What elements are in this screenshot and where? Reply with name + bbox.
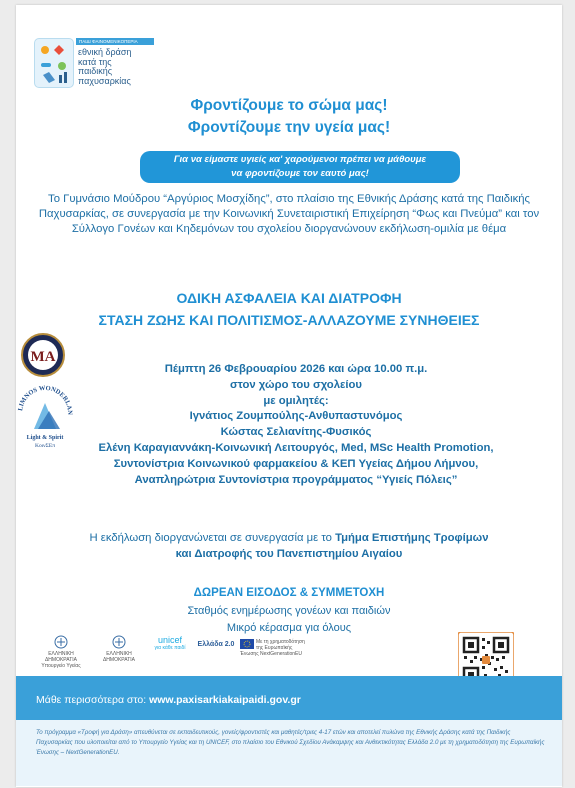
partner-unicef [148,635,192,651]
footer-band [16,676,562,720]
learn-more-label: Μάθε περισσότερα στο: [36,694,147,706]
wonderland-sub: Light & Spirit [26,435,64,441]
partner-greece-2-0: Ελλάδα 2.0 [197,641,235,648]
slogan-line-1: Για να είμαστε υγιείς κα' χαρούμενοι πρέπει να μάθουμε [173,154,427,165]
disclaimer-text: Το πρόγραμμα «Τροφή για Δράση» απευθύνεται σε εκπαιδευτικούς, γονείς/φροντιστές και μαθητές/τριες 4-17 ετών και αποτελεί πυλώνα της Εθνικής Δράσης κατά της Παιδικής Παχυσαρκίας που υλοποιείται από το Υπουργείο Υγείας και τη UNICEF, στο πλαίσιο του Εθνικού Σχεδίου Ανάκαμψης και Ανθεκτικότητας Ελλάδα 2.0 με τη χρηματοδότηση της Ευρωπαϊκής Ένωσης – NextGenerationEU. [36,729,545,756]
action-logo [34,38,162,90]
wonderland-sub2: ΚοινΣΕπ [34,443,56,449]
logo-line: παχυσαρκίας [78,75,131,86]
coop-prefix: Η εκδήλωση διοργανώνεται σε συνεργασία με το [89,532,332,544]
wonderland-arc-text: LIMNOS WONDERLAN [17,384,74,415]
event-details [76,362,516,488]
unicef-wordmark: unicef [157,635,183,645]
slogan-line-2: να φροντίζουμε τον εαυτό μας! [231,168,369,179]
logo-banner: ΠΑΙΔΙ ΦΑΙΝΟΜΕΝΙΚΟΠΕΡΙΑ [76,38,154,45]
logo-line: εθνική δράση [78,47,132,57]
cooperation-note [38,531,540,563]
website-link[interactable]: www.paxisarkiakaipaidi.gov.gr [149,694,301,706]
logo-line: παιδικής [78,66,113,76]
speaker-3-line-3: Αναπληρώτρια Συντονίστρια προγράμματος “Υγιείς Πόλεις” [134,473,458,486]
learn-more [36,694,301,706]
event-title-line-1: ΟΔΙΚΗ ΑΣΦΑΛΕΙΑ ΚΑΙ ΔΙΑΤΡΟΦΗ [176,290,402,306]
partner-2-label: ΕΛΛΗΝΙΚΗ ΔΗΜΟΚΡΑΤΙΑ [102,651,136,663]
free-entry-heading: ΔΩΡΕΑΝ ΕΙΣΟΔΟΣ & ΣΥΜΜΕΤΟΧΗ [193,587,385,599]
refreshment-text: Μικρό κέρασμα για όλους [226,622,352,634]
logo-line: κατά της [78,56,112,67]
logo-emblem [34,38,74,88]
eu-label: Με τη χρηματοδότηση της Ευρωπαϊκής Ένωσης NextGenerationEU [240,639,305,657]
heading-line-2: Φροντίζουμε την υγεία μας! [187,119,391,136]
speakers-label: με ομιλητές: [263,394,329,407]
footer-disclaimer-area [16,720,562,786]
coop-line-2 [38,547,540,563]
coop-line-1 [38,531,540,547]
poster-page [16,5,562,787]
partner-hellenic-republic [96,635,142,663]
partner-1-label: ΕΛΛΗΝΙΚΗ ΔΗΜΟΚΡΑΤΙΑ Υπουργείο Υγείας [41,651,81,669]
monogram-letters: ΜΑ [30,349,56,365]
intro-paragraph: Το Γυμνάσιο Μούδρου “Αργύριος Μοσχίδης”, στο πλαίσιο της Εθνικής Δράσης κατά της Παιδικής Παχυσαρκίας, σε συνεργασία με την Κοινωνική Συνεταιριστική Επιχείρηση “Φως και Πνεύμα” και τον Σύλλογο Γονέων και Κηδεμόνων του σχολείου διοργανώνουν εκδήλωση-ομιλία με θέμα [38,193,540,235]
partner-ministry-health [36,635,86,669]
info-station-text: Σταθμός ενημέρωσης γονέων και παιδιών [187,605,391,617]
slogan-pill [140,151,460,183]
logo-text [78,48,164,86]
coop-bold-1: Τμήμα Επιστήμης Τροφίμων [335,532,489,544]
school-monogram-logo [20,332,66,378]
speaker-2: Κώστας Σελιανίτης-Φυσικός [220,426,372,439]
coop-bold-2: και Διατροφής του Πανεπιστημίου Αιγαίου [175,547,403,560]
heading-line-1: Φροντίζουμε το σώμα μας! [190,97,388,114]
unicef-tagline: για κάθε παιδί [154,645,186,651]
partner-logos [36,635,336,669]
speaker-3-line-1: Ελένη Καραγιαννάκη-Κοινωνική Λειτουργός, Med, MSc Health Promotion, [98,441,494,454]
speaker-1: Ιγνάτιος Ζουμπούλης-Ανθυπαστυνόμος [189,410,403,423]
partner-eu [240,639,310,657]
footer [16,676,562,786]
event-date: Πέμπτη 26 Φεβρουαρίου 2026 και ώρα 10.00 π.μ. [164,363,428,375]
event-place: στον χώρο του σχολείου [230,378,362,391]
limnos-wonderland-logo [16,383,74,453]
speaker-3-line-2: Συντονίστρια Κοινωνικού φαρμακείου & ΚΕΠ Υγείας Δήμου Λήμνου, [113,457,479,470]
event-title-line-2: ΣΤΑΣΗ ΖΩΗΣ ΚΑΙ ΠΟΛΙΤΙΣΜΟΣ-ΑΛΛΑΖΟΥΜΕ ΣΥΝΗΘΕΙΕΣ [98,312,480,328]
